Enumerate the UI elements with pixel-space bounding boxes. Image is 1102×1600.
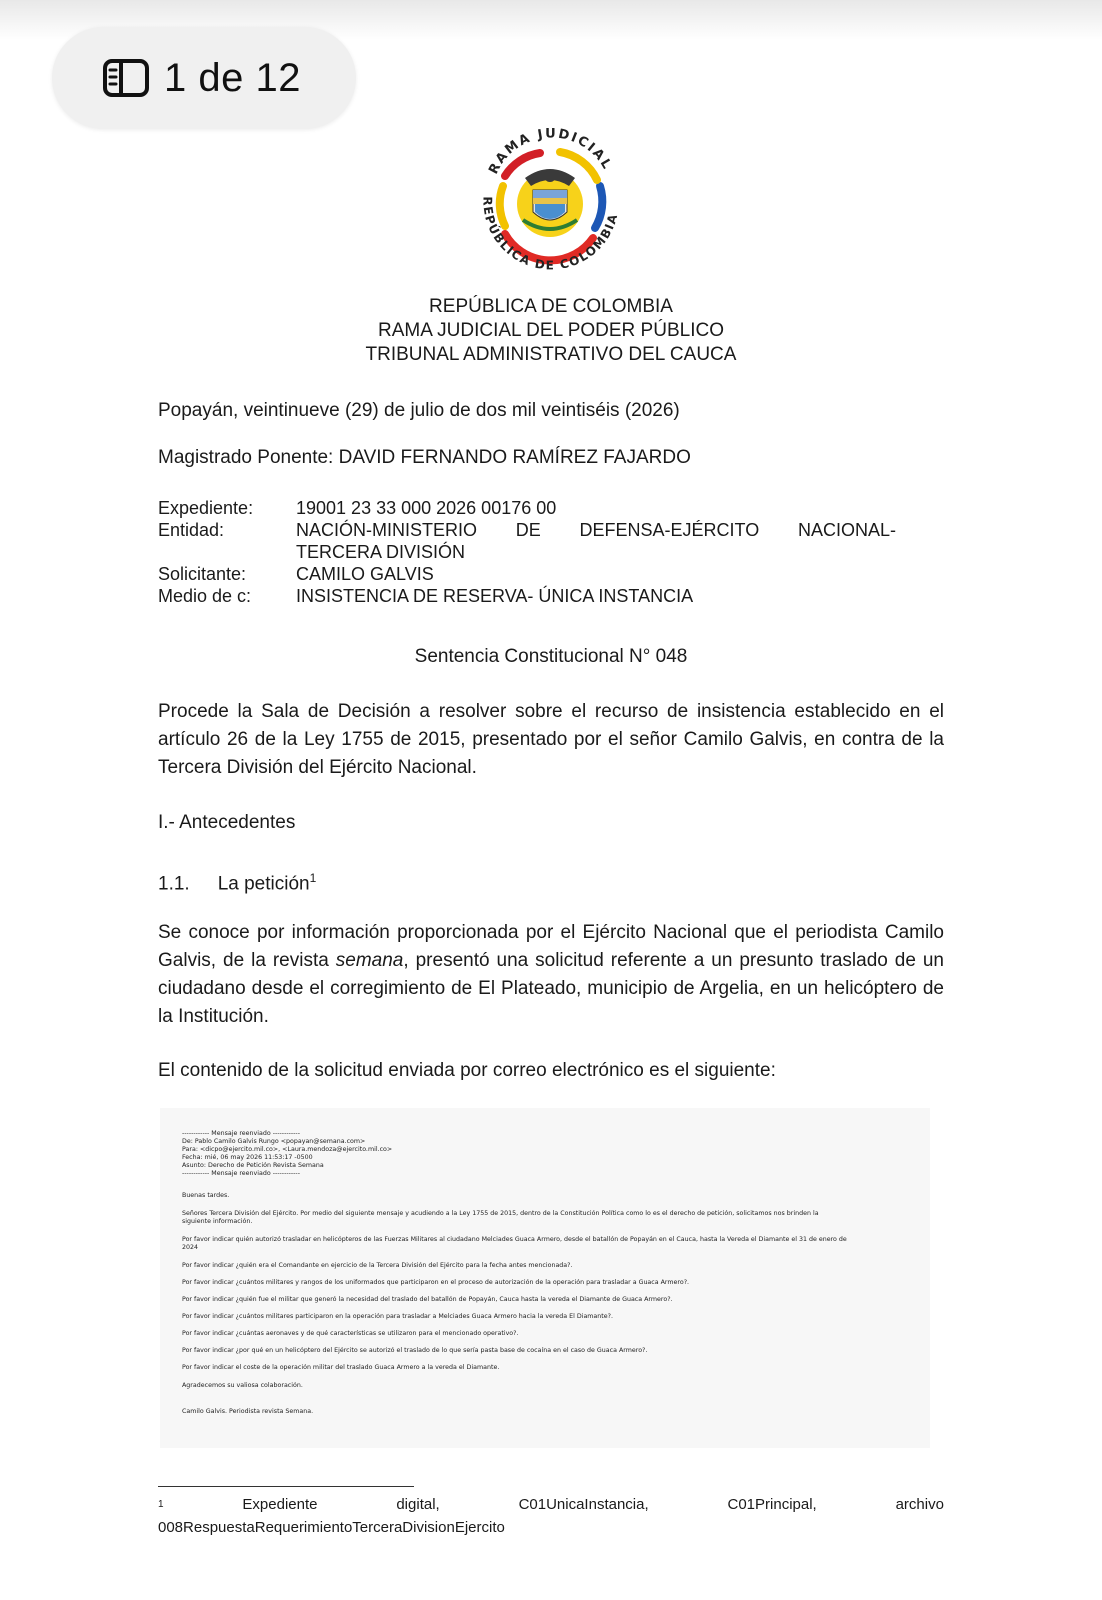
entidad-value-line2: TERCERA DIVISIÓN (296, 542, 466, 562)
solicitante-value: CAMILO GALVIS (296, 564, 434, 584)
petition-paragraph: Se conoce por información proporcionada por el Ejército Nacional que el periodista Camilo Galvis, de la revista semana, presentó una solicitud referente a un presunto traslado de un ciudadano desde el corregimiento de El Plateado, municipio de Argelia, en un helicóptero de la Institución. (158, 922, 944, 1027)
solicitante-label: Solicitante: (158, 564, 247, 584)
email-question-3: Por favor indicar ¿cuántos militares y rangos de los uniformados que participaron en el proceso de autorización de la operación para trasladar a Guaca Armero?. (182, 1279, 690, 1286)
entidad-row-2 (158, 541, 896, 563)
email-intro-line: El contenido de la solicitud enviada por correo electrónico es el siguiente: (158, 1060, 776, 1081)
magazine-name: semana (335, 950, 404, 971)
subsection-heading (158, 867, 316, 895)
seal-bottom-text: REPÚBLICA DE COLOMBIA (480, 196, 621, 273)
magistrate-line: Magistrado Ponente: DAVID FERNANDO RAMÍREZ FAJARDO (158, 447, 691, 468)
email-question-1: Por favor indicar quién autorizó trasladar en helicópteros de las Fuerzas Militares al ciudadano Melciades Guaca Armero, desde el batallón de Popayán en el Cauca, hasta la Vereda el Diamante el 31 de enero de (182, 1236, 847, 1243)
email-greeting: Buenas tardes. (182, 1192, 230, 1199)
email-header: ------------ Mensaje reenviado ------------ De: Pablo Camilo Galvis Rungo <popayan@semana.com> Para: <dicpo@ejercito.mil.co>, <Laura.mendoza@ejercito.mil.co> Fecha: mié, 06 may 2026 11:53:17 -0500 Asunto: Derecho de Petición Revista Semana ------------ Mensaje reenviado ------------ (182, 1130, 393, 1177)
entidad-value-line1: NACIÓN-MINISTERIO DE DEFENSA-EJÉRCITO NACIONAL- (296, 520, 896, 540)
case-metadata (158, 497, 896, 607)
email-question-8: Por favor indicar el coste de la operación militar del traslado Guaca Armero a la vereda el Diamante. (182, 1364, 500, 1371)
page-counter-text: 1 de 12 (164, 55, 301, 100)
solicitante-row (158, 563, 896, 585)
footnote-line-1: $^1$ Expediente digital, C01UnicaInstancia, C01Principal, archivo (158, 1496, 944, 1513)
expediente-row (158, 497, 896, 519)
footnote-separator (158, 1486, 414, 1487)
email-question-4: Por favor indicar ¿quién fue el militar que generó la necesidad del traslado del batallón de Popayán, Cauca hasta la vereda el Diamante de Guaca Armero?. (182, 1296, 673, 1303)
sidebar-panel-icon[interactable] (102, 58, 150, 98)
email-intro-2: siguiente información. (182, 1218, 253, 1225)
footnote-line-2: 008RespuestaRequerimientoTerceraDivisionEjercito (158, 1519, 505, 1536)
footnote (158, 1495, 944, 1537)
email-intro-1: Señores Tercera División del Ejército. Por medio del siguiente mensaje y acudiendo a la Ley 1755 de 2015, dentro de la Constitución Política como lo es el derecho de petición, solicitamos nos brinden la (182, 1210, 819, 1217)
intro-paragraph: Procede la Sala de Decisión a resolver sobre el recurso de insistencia establecido en el artículo 26 de la Ley 1755 de 2015, presentado por el señor Camilo Galvis, en contra de la Tercera División del Ejército Nacional. (158, 701, 944, 778)
email-question-2: Por favor indicar ¿quién era el Comandante en ejercicio de la Tercera División del Ejército para la fecha antes mencionada?. (182, 1262, 573, 1269)
header-republica: REPÚBLICA DE COLOMBIA (429, 296, 673, 317)
header-rama-judicial: RAMA JUDICIAL DEL PODER PÚBLICO (378, 320, 724, 341)
entidad-label: Entidad: (158, 520, 225, 540)
email-thanks: Agradecemos su valiosa colaboración. (182, 1382, 303, 1389)
email-question-6: Por favor indicar ¿cuántas aeronaves y de qué características se utilizaron para el mencionado operativo?. (182, 1330, 519, 1337)
medio-label: Medio de c: (158, 586, 252, 606)
subsection-title: La petición (217, 873, 310, 895)
subsection-number: 1.1. (158, 873, 190, 895)
section-heading: I.- Antecedentes (158, 812, 296, 833)
medio-value: INSISTENCIA DE RESERVA- ÚNICA INSTANCIA (296, 586, 694, 606)
entidad-row (158, 519, 896, 541)
email-screenshot (160, 1108, 930, 1448)
expediente-value: 19001 23 33 000 2026 00176 00 (296, 498, 557, 518)
email-signature: Camilo Galvis. Periodista revista Semana. (182, 1408, 314, 1415)
footnote-number: 1 (158, 1499, 164, 1510)
sentencia-title: Sentencia Constitucional N° 048 (414, 646, 688, 667)
footnote-ref[interactable]: 1 (309, 871, 317, 885)
header-tribunal: TRIBUNAL ADMINISTRATIVO DEL CAUCA (365, 344, 737, 365)
page-indicator[interactable] (52, 27, 356, 129)
date-line: Popayán, veintinueve (29) de julio de dos mil veintiséis (2026) (158, 400, 680, 421)
expediente-label: Expediente: (158, 498, 254, 518)
seal-top-text: RAMA JUDICIAL (486, 126, 615, 177)
email-question-5: Por favor indicar ¿cuántos militares participaron en la operación para trasladar a Melciades Guaca Armero hacia la vereda El Diamante?. (182, 1313, 613, 1320)
email-question-1-cont: 2024 (182, 1244, 199, 1251)
rama-judicial-seal (465, 116, 635, 286)
medio-row (158, 585, 896, 607)
email-question-7: Por favor indicar ¿por qué en un helicóptero del Ejército se autorizó el traslado de lo que sería pasta base de cocaína en el caso de Guaca Armero?. (182, 1347, 648, 1354)
